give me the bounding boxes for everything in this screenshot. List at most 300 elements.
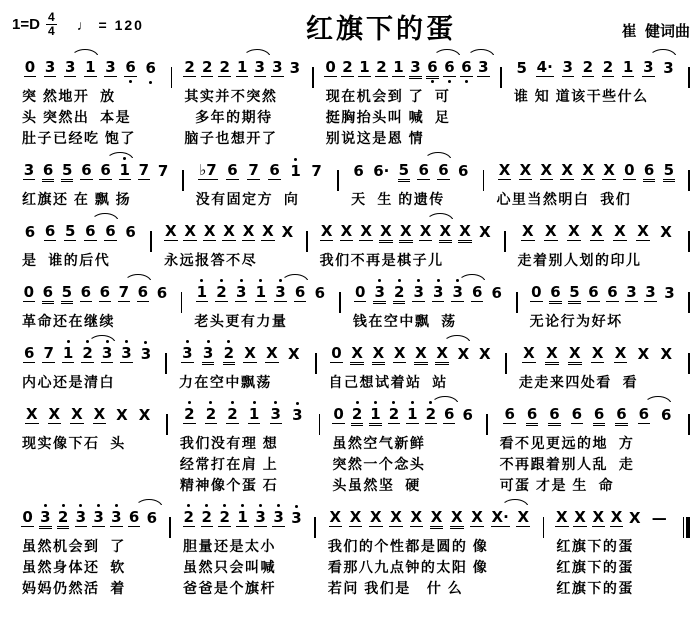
measure [10,344,165,393]
measure [184,161,338,210]
pitch-note: 1 [393,58,404,76]
lyric-row: 我们没有理 想 [179,435,279,451]
lyric-row: 是 谁的后代 [22,252,111,268]
notes-line [171,508,314,533]
pitch-note: 6 [616,405,627,423]
rhythm-note: X [582,161,594,179]
pitch-note: 1 [289,163,301,180]
low-octave-dot [129,80,132,83]
pitch-note: 3 [270,406,282,424]
slur-arc [424,152,452,161]
measure [308,222,504,271]
time-signature-numerator: 4 [47,10,55,24]
pitch-note: 6 [99,283,111,301]
notes-line [184,161,338,186]
lyric-row: 力在空中飘荡 [178,374,272,390]
pitch-note: 3 [451,284,463,302]
lyric-row: 现在机会到 了 可 [325,88,451,104]
measure [172,58,312,149]
pitch-note: 6 [462,406,473,424]
pitch-note: 6 [269,161,280,179]
measure [182,283,339,332]
pitch-note: 6 [550,283,561,301]
rhythm-note: X [410,508,423,526]
rhythm-note: X [266,344,278,362]
notes-line [168,405,319,430]
lyric-row: 我们的个性都是圆的 像 [327,538,489,554]
lyric-row: 谁 知 道该干些什么 [513,88,649,104]
pitch-note: 6 [227,161,238,179]
barline [688,353,690,374]
high-octave-dot [259,279,262,282]
lyric-row [502,107,689,128]
page-title: 红旗下的蛋 [306,14,456,44]
pitch-note: 6 [588,283,599,301]
pitch-note: 7 [118,284,130,302]
pitch-note: 3 [291,407,303,424]
lyric-row [10,475,166,496]
pitch-note: 3 [39,509,51,527]
slur-arc [443,335,471,344]
rhythm-note: X [637,222,649,240]
measure [316,508,543,599]
pitch-note: 6 [24,223,36,241]
pitch-note: 2 [205,406,217,424]
pitch-note: 3 [105,58,116,76]
pitch-note: 6 [460,59,472,77]
pitch-note: 2 [183,406,195,424]
measure [10,508,169,599]
low-octave-dot [465,80,468,83]
pitch-note: 6 [146,509,157,527]
notes-line [320,405,486,430]
notes-line [182,283,339,308]
notes-line [10,161,182,186]
measure [484,161,688,210]
notes-line [308,222,504,247]
lyric-row: 自己想试着站 站 [328,374,448,390]
lyric-row: 革命还在继续 [22,313,115,329]
lyric-row: 可蛋 才是 生 命 [499,477,615,493]
lyric-row: 突 然地开 放 [22,88,116,104]
system-2 [8,161,692,210]
high-octave-dot [277,504,280,507]
pitch-note: 1 [255,284,267,302]
notes-line [152,222,306,247]
rhythm-note: X [451,508,463,526]
lyric-row: 天 生 的遗传 [351,191,445,207]
pitch-note: 6 [24,344,35,362]
pitch-note: 3 [120,345,132,363]
lyric-row [10,454,166,475]
pitch-note: ♭7 [199,161,217,179]
high-octave-dot [417,279,420,282]
rhythm-note: X [637,345,650,363]
pitch-note: 2 [342,58,353,76]
high-octave-dot [437,279,440,282]
rest-note: 0 [24,58,36,76]
high-octave-dot [231,401,234,404]
lyric-row: 虽然机会到 了 [22,538,126,554]
pitch-note: 3 [64,59,76,77]
key-signature [12,12,222,37]
rhythm-note: X [184,222,196,240]
rhythm-note: X [479,223,491,241]
rhythm-note: X [521,222,534,240]
rhythm-note: X [244,344,256,362]
slur-arc [281,274,309,283]
high-octave-dot [186,340,189,343]
rhythm-note: X [561,161,573,179]
pitch-note: 5 [61,283,73,301]
high-octave-dot [356,401,359,404]
low-octave-dot [448,80,451,83]
pitch-note: 2 [223,345,235,363]
pitch-note: 6 [44,222,56,240]
lyric-row: 红旗下的蛋 [556,580,634,596]
lyric-row: 精神像个蛋 石 [179,477,279,493]
notes-line [10,508,169,533]
rhythm-note: X [25,405,38,423]
pitch-note: 6 [105,222,116,240]
pitch-note: 6 [125,223,136,241]
pitch-note: 6 [571,405,582,423]
rhythm-note: X [556,508,568,526]
high-octave-dot [188,401,191,404]
measure [10,161,182,210]
rhythm-note: X [399,222,412,240]
rest-note: 0 [624,161,635,179]
pitch-note: 3 [289,59,301,77]
high-octave-dot [200,279,203,282]
pitch-note: 2 [226,406,238,424]
pitch-note: 3 [664,284,675,302]
pitch-note: 3 [181,345,193,363]
pitch-note: 6 [81,161,92,179]
measure [171,508,314,599]
rhythm-note: X [519,161,532,179]
high-octave-dot [295,505,298,508]
lyric-row: 看不见更远的地 方 [499,435,635,451]
barline [688,67,690,88]
measure [341,283,516,332]
pitch-note: 6 [471,283,483,301]
measure [317,344,506,393]
lyric-row: 多年的期待 [184,109,273,125]
pitch-note: 1 [406,406,418,424]
pitch-note: 2 [57,509,69,527]
rhythm-note: X [459,222,471,240]
rhythm-note: X [546,344,558,362]
high-octave-dot [241,504,244,507]
rhythm-note: X [329,508,342,526]
pitch-note: 2 [218,509,230,527]
high-octave-dot [392,401,395,404]
pitch-note: 6 [444,405,455,423]
pitch-note: 2 [219,58,230,76]
high-octave-dot [398,279,401,282]
pitch-note: 2 [351,406,363,424]
pitch-note: 6 [438,161,449,179]
rhythm-note: X [439,222,452,240]
rhythm-note: X [203,222,216,240]
measure [10,283,181,332]
pitch-note: 2 [81,345,93,363]
rhythm-note: X [471,508,483,526]
high-octave-dot [227,340,230,343]
measure [339,161,483,210]
pitch-note: 2 [602,58,614,76]
tempo-value: = 120 [98,16,144,33]
lyric-row: 妈妈仍然活 着 [22,580,126,596]
lyric-row: 头虽然坚 硬 [332,477,421,493]
pitch-note: 3 [274,284,286,302]
pitch-note: 3 [412,284,424,302]
pitch-note: 6 [417,162,429,180]
pitch-note: 3 [626,283,637,301]
rhythm-note: X [545,222,557,240]
rest-note: 0 [354,283,366,301]
notes-line [10,405,166,430]
rhythm-note: X [370,508,382,526]
slur-arc [644,396,672,405]
barline [688,170,690,191]
pitch-note: 3 [432,284,444,302]
pitch-note: 7 [157,162,169,180]
pitch-note: 3 [645,283,656,301]
system-1 [8,58,692,149]
pitch-note: 6 [526,405,538,423]
slur-arc [426,213,454,222]
pitch-note: 2 [376,58,387,76]
pitch-note: 6 [145,60,157,77]
lyric-row: 内心还是清白 [22,374,115,390]
measure [10,58,171,149]
measure [167,344,315,393]
pitch-note: 3 [562,58,573,76]
pitch-note: 2 [393,284,405,302]
pitch-note: 6 [80,283,92,301]
lyric-row: 脑子也想开了 [184,130,278,146]
measure [314,58,500,149]
pitch-note: 6 [314,284,325,302]
notes-line [10,58,171,83]
rhythm-note: X [71,405,83,423]
rhythm-note: X [591,222,603,240]
rest-note: 0 [23,283,35,301]
barline [688,231,690,252]
quarter-note-icon: ♩ [76,16,93,33]
notes-line [172,58,312,83]
score-body [6,54,694,599]
rest-note: 0 [531,283,542,301]
measure [320,405,486,496]
pitch-note: 6 [42,283,54,301]
lyric-row: 虽然空气新鲜 [332,435,426,451]
rhythm-note: X [610,508,623,526]
measure [502,58,689,149]
pitch-note: 6 [353,162,364,180]
rhythm-note: X [614,222,626,240]
lyric-row: 爸爸是个旗杆 [183,580,277,596]
rhythm-note: X [351,344,363,362]
pitch-note: 7 [311,162,322,180]
notes-line [10,283,181,308]
rhythm-note: X [614,344,627,362]
pitch-note: 3 [663,59,674,77]
pitch-note: 5 [663,161,675,179]
pitch-note: 2 [184,58,195,76]
rest-note: 0 [22,508,33,526]
barline [688,414,690,435]
rhythm-note: X [390,508,402,526]
time-signature-denominator: 4 [47,24,55,38]
rhythm-note: X [48,405,61,423]
pitch-note: 3 [235,284,247,302]
high-octave-dot [67,340,70,343]
high-octave-dot [115,504,118,507]
lyric-row: 我们不再是棋子儿 [319,252,444,268]
pitch-note: 2 [215,284,227,302]
high-octave-dot [411,401,414,404]
pitch-note: 3 [202,345,214,363]
measure [507,344,689,393]
system-7 [8,508,692,599]
high-octave-dot [296,402,299,405]
slur-arc [124,274,152,283]
high-octave-dot [106,340,109,343]
notes-line [507,344,689,369]
pitch-note: 6 [42,161,54,179]
pitch-note: 1 [369,406,381,424]
high-octave-dot [223,504,226,507]
rhythm-note: X [320,222,333,240]
high-octave-dot [144,341,147,344]
notes-line [10,222,150,247]
pitch-note: 7 [248,161,259,179]
notes-line [339,161,483,186]
rhythm-note: X [457,345,470,363]
low-octave-dot [149,81,152,84]
system-4 [8,283,692,332]
lyric-row [502,128,689,149]
high-octave-dot [207,340,210,343]
pitch-note: 3 [92,509,104,527]
notes-line [502,58,689,83]
slur-arc [88,335,116,344]
pitch-note: 3 [272,509,284,527]
high-octave-dot [378,279,381,282]
high-octave-dot [259,504,262,507]
rest-note: 0 [331,344,342,362]
pitch-note: 6 [99,162,111,180]
notes-line [518,283,689,308]
rhythm-note: X [380,222,392,240]
pitch-note: 3 [110,509,122,527]
rhythm-note: X [435,345,449,363]
high-octave-dot [209,401,212,404]
pitch-note: 5 [398,161,410,179]
rhythm-note: X [498,161,511,179]
dash-note: — [651,509,667,527]
pitch-note: 3 [272,58,283,76]
lyric-row: 老头更有力量 [194,313,288,329]
high-octave-dot [374,401,377,404]
slur-arc [91,213,119,222]
pitch-note: 6 [607,283,618,301]
pitch-note: 3 [23,161,35,179]
pitch-note: 6 [593,405,605,423]
measure [506,222,689,271]
pitch-note: 3 [254,58,265,76]
rhythm-note: X [592,508,605,526]
lyric-row: 钱在空中飘 荡 [352,313,457,329]
rhythm-note: X [242,222,255,240]
pitch-note: 3 [373,284,385,302]
pitch-note: 6 [549,405,560,423]
pitch-note: 6 [128,509,140,527]
notes-line [544,508,683,533]
lyric-row: 其实并不突然 [184,88,278,104]
slur-arc [431,396,459,405]
rhythm-note: X [372,344,385,362]
lyric-row: 红旗下的蛋 [556,538,634,554]
pitch-note: 3 [410,58,421,76]
rhythm-note: X [288,345,300,363]
pitch-note: 1 [236,509,248,527]
pitch-note: 1 [236,59,248,77]
rhythm-note: X [660,223,672,241]
barline [688,292,690,313]
lyric-row: 没有固定方 向 [195,191,300,207]
slur-arc [106,152,134,161]
pitch-note: 1 [196,284,208,302]
rhythm-note: X [419,223,433,241]
pitch-note: 6 [643,161,655,179]
lyric-row: 别说这是恩 情 [325,130,425,146]
high-octave-dot [274,401,277,404]
pitch-note: 1 [248,406,260,424]
lyric-row: 挺胸抬头叫 喊 足 [325,109,451,125]
notes-line [488,405,689,430]
lyric-row: 红旗还 在 飘 扬 [22,191,132,207]
notes-line [484,161,688,186]
lyric-row: 虽然只会叫喊 [183,559,277,575]
pitch-note: 1 [85,58,96,76]
pitch-note: 6 [443,59,455,77]
rhythm-note: X [393,344,406,362]
lyric-row: 突然一个念头 [332,456,426,472]
pitch-note: 5 [569,283,580,301]
rhythm-note: X [138,406,151,424]
measure [518,283,689,332]
notes-line [167,344,315,369]
rhythm-note: X [164,222,177,240]
rhythm-note: X [629,509,641,527]
measure [10,222,150,271]
rhythm-note: X [603,161,615,179]
rhythm-note: X [540,161,553,179]
measure [10,405,166,496]
rest-note: 0 [325,58,336,76]
high-octave-dot [294,158,297,161]
rhythm-note: X [93,405,106,423]
pitch-note: 3 [44,58,56,76]
rhythm-note: X [430,508,443,526]
lyric-row: 永远报答不尽 [164,252,258,268]
pitch-note: 3 [290,510,302,527]
pitch-note: 2 [582,58,594,76]
